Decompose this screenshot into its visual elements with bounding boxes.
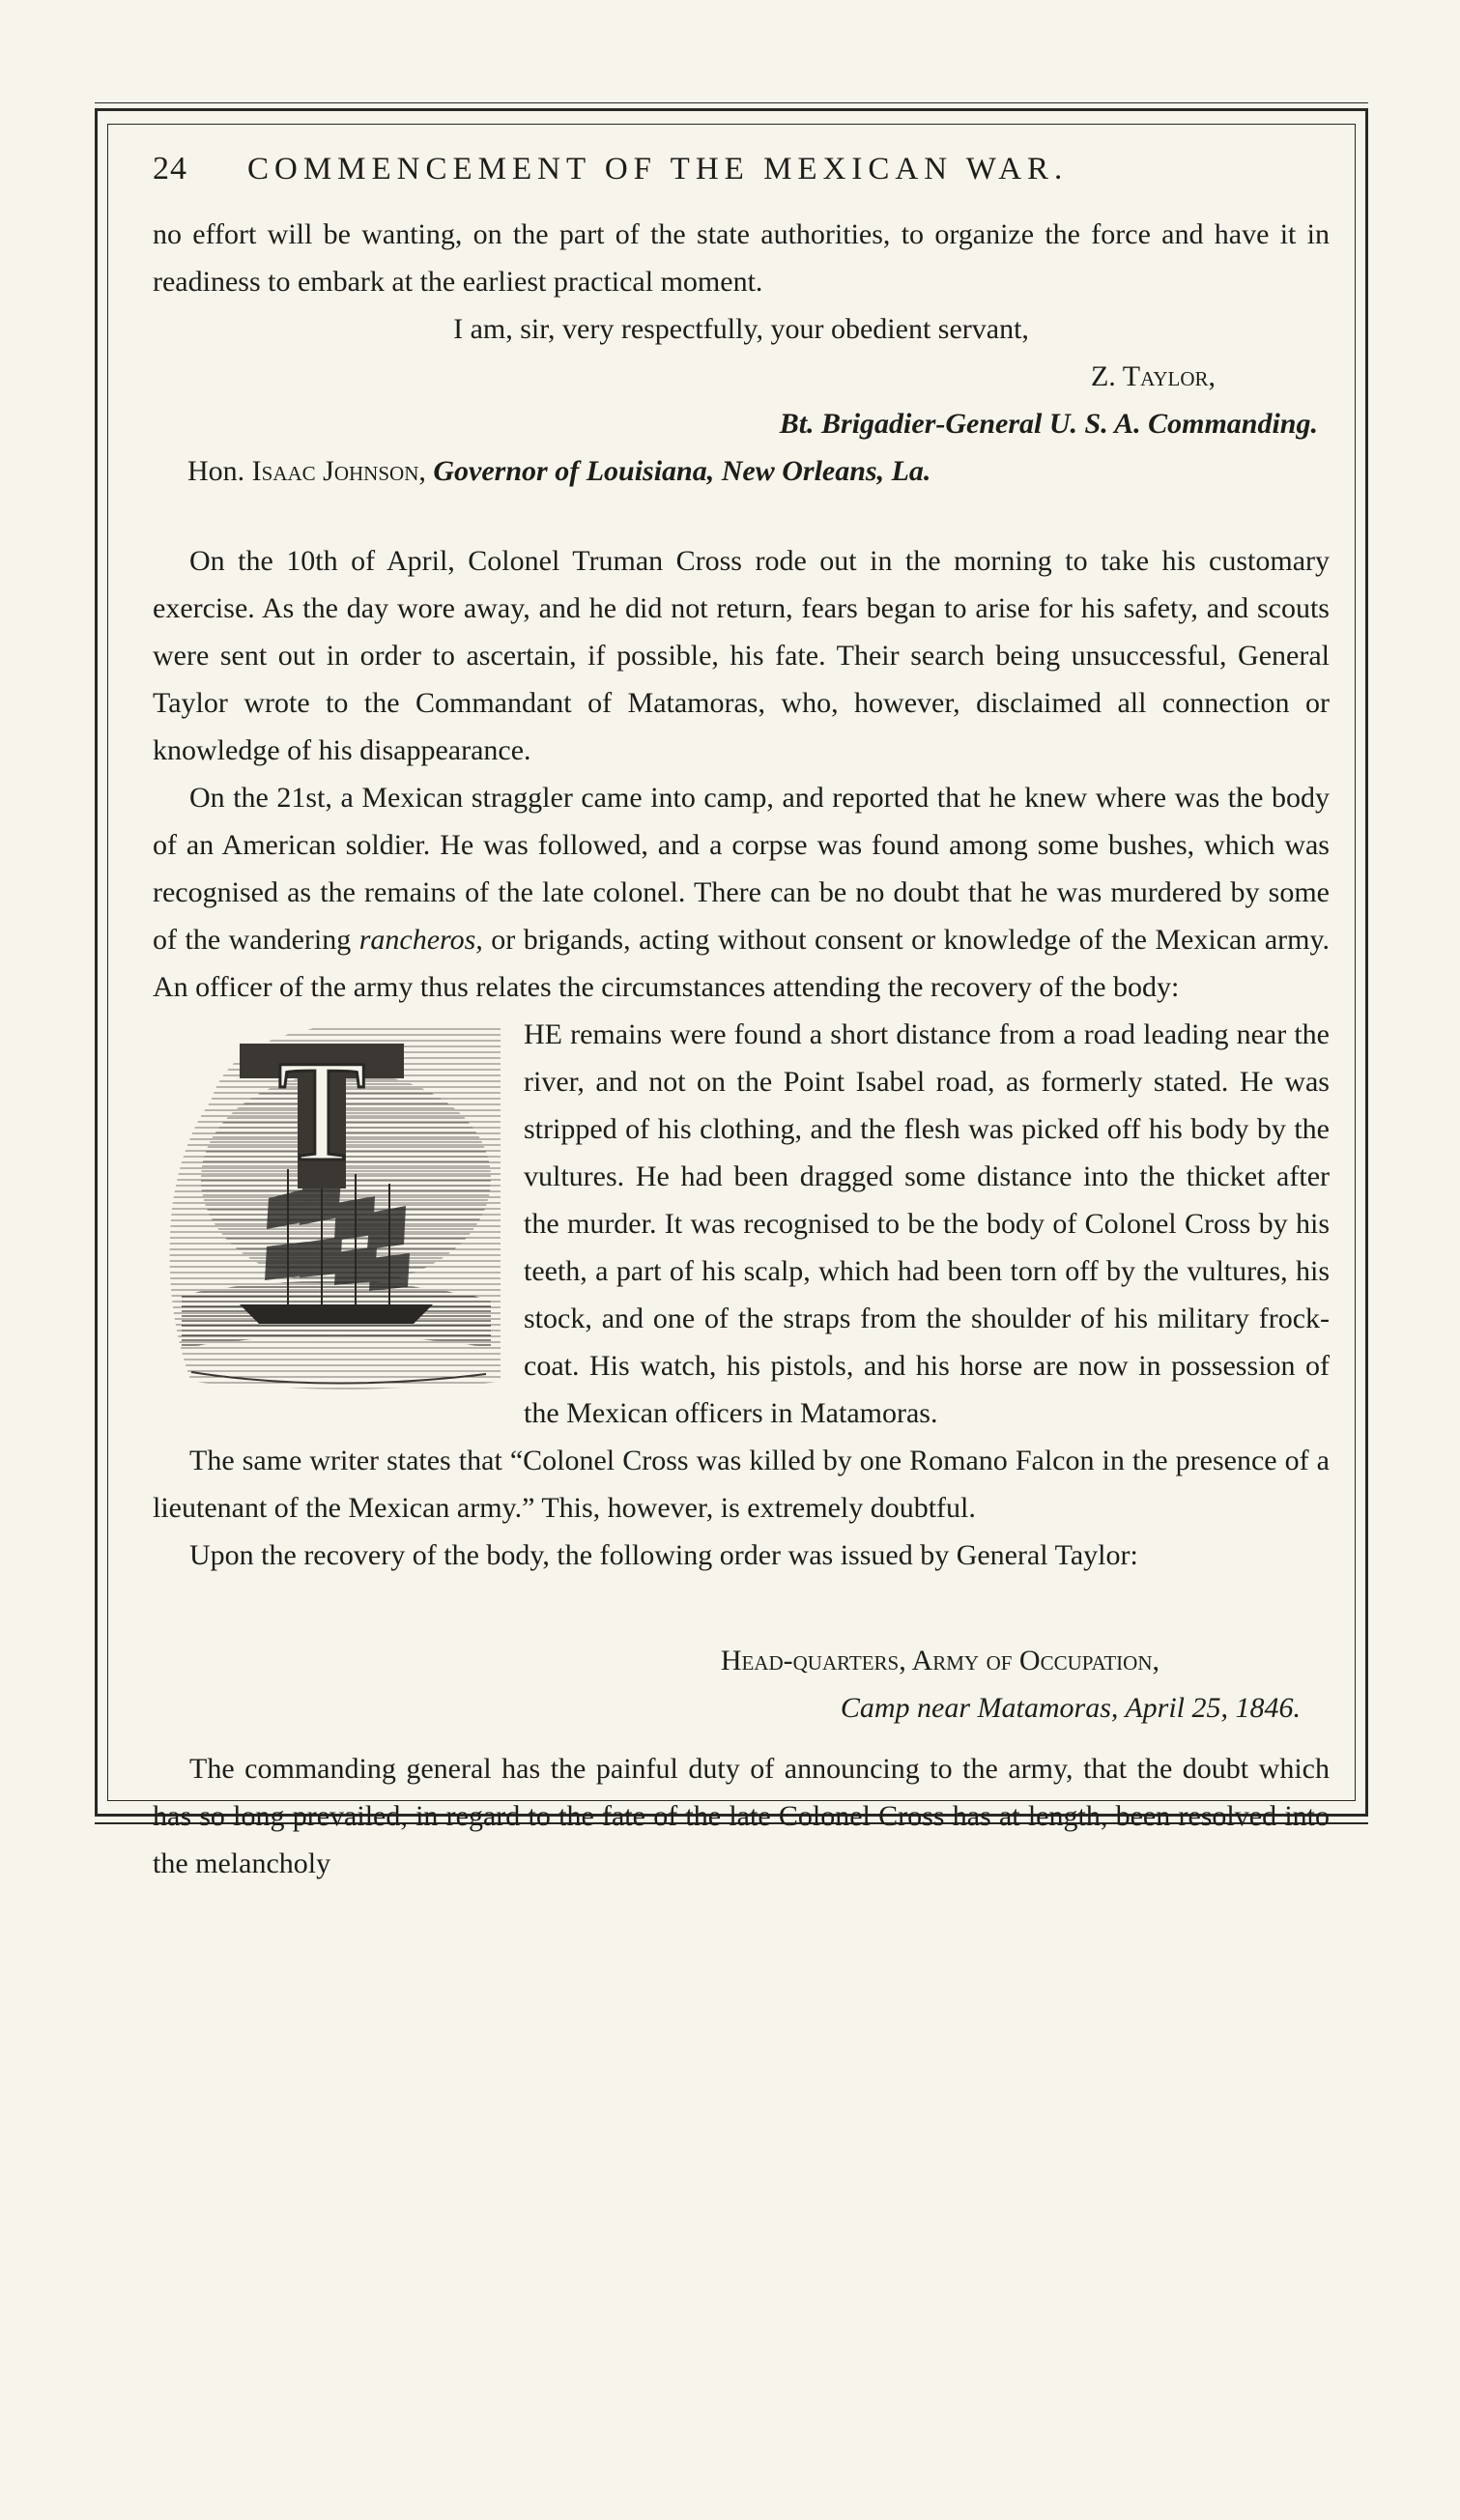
- paragraph-discovery-part2: or brigands, acting without consent or knowledge of the Mexican army. An officer of the army thus relates the circumstances attending the recovery of the body:: [153, 924, 1331, 1003]
- page-content: [153, 145, 1330, 1887]
- paragraph-discovery-part1: On the 21st, a Mexican straggler came into camp, and reported that he knew where was the body of an American soldier. He was followed, and a corpse was found among some bushes, which was recognised as the remains of the late colonel. There can be no doubt that he was murdered by some of the wandering: [153, 782, 1330, 956]
- section-gap: [153, 1579, 1330, 1637]
- order-place-date: Camp near Matamoras, April 25, 1846.: [840, 1692, 1301, 1724]
- addressee-prefix: Hon.: [187, 455, 245, 487]
- letter-salutation: I am, sir, very respectfully, your obedient servant,: [453, 313, 1029, 345]
- order-text: The commanding general has the painful duty of announcing to the army, that the doubt which has so long prevailed, in regard to the fate of the late Colonel Cross has at length, been resolved into the melancholy: [153, 1753, 1330, 1879]
- page-number: 24: [153, 151, 187, 186]
- section-gap: [153, 495, 1330, 537]
- svg-text:T: T: [277, 1031, 366, 1191]
- running-head: [153, 145, 1330, 205]
- quoted-account-text: HE remains were found a short distance from a road leading near the river, and not on the Point Isabel road, as formerly stated. He was stripped of his clothing, and the flesh was picked off his body by the vultures. He had been dragged some distance into the thicket after the murder. It was recognised to be the body of Colonel Cross by his teeth, a part of his scalp, which had been torn off by the vultures, his stock, and one of the straps from the shoulder of his military frock-coat. His watch, his pistols, and his horse are now in possession of the Mexican officers in Matamoras.: [524, 1018, 1330, 1429]
- order-headquarters: Head-quarters, Army of Occupation,: [720, 1645, 1159, 1676]
- addressee-rest: Governor of Louisiana, New Orleans, La.: [433, 455, 931, 487]
- rancheros-italic: rancheros,: [358, 924, 483, 956]
- paragraph-discovery: [153, 774, 1330, 1011]
- running-title: COMMENCEMENT OF THE MEXICAN WAR.: [247, 152, 1069, 186]
- addressee-name: Isaac Johnson,: [251, 455, 426, 487]
- ship-engraving-dropcap-illustration: [153, 1015, 510, 1397]
- letter-addressee: [153, 447, 1330, 495]
- quoted-account: [153, 1011, 1330, 1437]
- signature-rank: Bt. Brigadier-General U. S. A. Commanding.: [779, 408, 1318, 440]
- signature-name: Z. Taylor,: [1090, 360, 1216, 392]
- paragraph-order-intro: Upon the recovery of the body, the following order was issued by General Taylor:: [189, 1539, 1138, 1571]
- letter-closing-text: no effort will be wanting, on the part of the state authorities, to organize the force and have it in readiness to embark at the earliest practical moment.: [153, 218, 1330, 298]
- paragraph-disappearance: On the 10th of April, Colonel Truman Cross rode out in the morning to take his customary exercise. As the day wore away, and he did not return, fears began to arise for his safety, and scouts were sent out in order to ascertain, if possible, his fate. Their search being unsuccessful, General Taylor wrote to the Commandant of Matamoras, who, however, disclaimed all connection or knowledge of his disappearance.: [153, 545, 1330, 766]
- paragraph-writer-statement: The same writer states that “Colonel Cross was killed by one Romano Falcon in the presence of a lieutenant of the Mexican army.” This, however, is extremely doubtful.: [153, 1445, 1330, 1524]
- frame-rule-top: [95, 102, 1368, 103]
